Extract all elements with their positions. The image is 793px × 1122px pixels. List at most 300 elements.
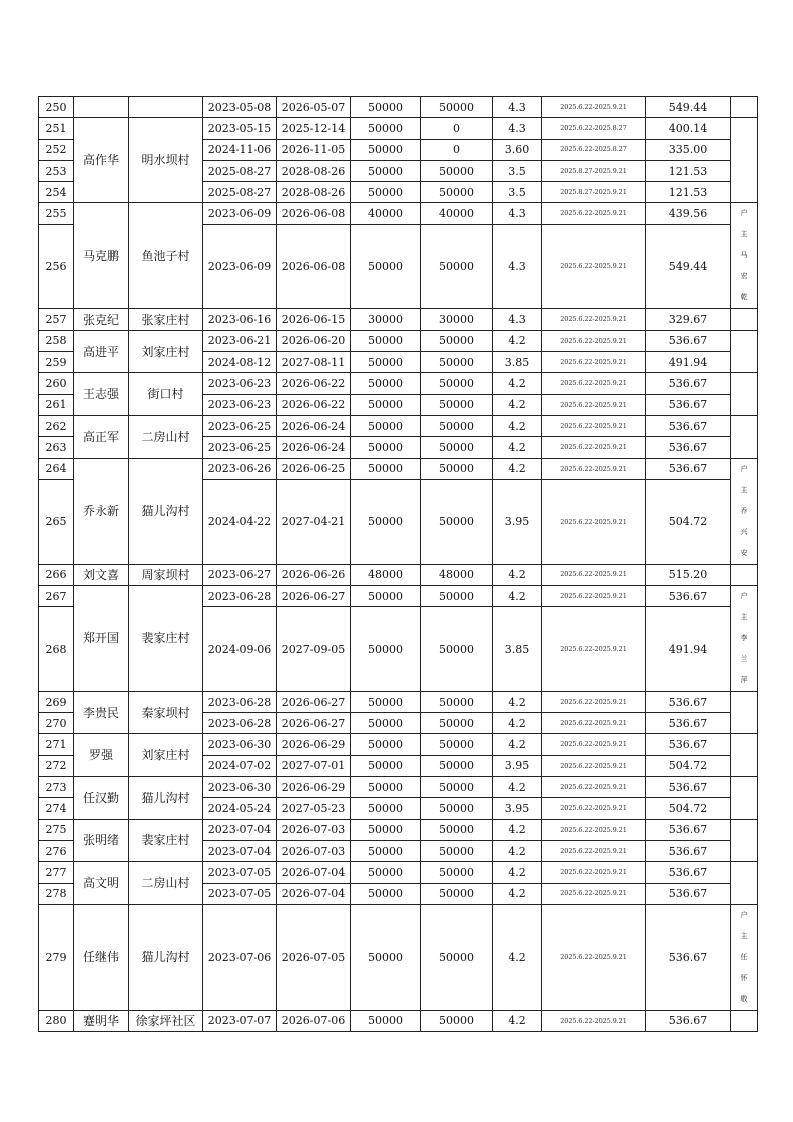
subsidy-amount: 536.67 [646, 691, 731, 712]
loan-balance: 50000 [421, 862, 493, 883]
village-name: 明水坝村 [129, 118, 203, 203]
loan-balance: 50000 [421, 798, 493, 819]
end-date: 2026-11-05 [277, 139, 351, 160]
interest-rate: 3.5 [493, 182, 542, 203]
start-date: 2023-07-07 [203, 1010, 277, 1031]
interest-rate: 4.3 [493, 224, 542, 309]
end-date: 2026-07-06 [277, 1010, 351, 1031]
village-name: 周家坝村 [129, 564, 203, 585]
borrower-name: 任继伟 [74, 904, 129, 1010]
remark: 户主任怀敬 [740, 910, 748, 1003]
subsidy-amount: 400.14 [646, 118, 731, 139]
start-date: 2024-05-24 [203, 798, 277, 819]
remark-cell [731, 330, 758, 373]
borrower-name: 郑开国 [74, 585, 129, 691]
row-number: 274 [39, 798, 74, 819]
loan-amount: 50000 [351, 691, 421, 712]
borrower-name [74, 97, 129, 118]
subsidy-period: 2025.6.22-2025.9.21 [542, 883, 646, 904]
table-row [39, 415, 758, 436]
subsidy-amount: 536.67 [646, 904, 731, 1010]
interest-rate: 4.2 [493, 691, 542, 712]
loan-balance: 50000 [421, 607, 493, 692]
end-date: 2026-06-27 [277, 713, 351, 734]
interest-rate: 4.2 [493, 1010, 542, 1031]
subsidy-period: 2025.8.27-2025.9.21 [542, 160, 646, 181]
interest-rate: 4.2 [493, 777, 542, 798]
end-date: 2026-07-03 [277, 840, 351, 861]
borrower-name: 任汉勤 [74, 777, 129, 820]
start-date: 2025-08-27 [203, 182, 277, 203]
loan-amount: 50000 [351, 883, 421, 904]
row-number: 268 [39, 607, 74, 692]
start-date: 2023-07-05 [203, 862, 277, 883]
loan-balance: 0 [421, 118, 493, 139]
table-row [39, 118, 758, 139]
end-date: 2028-08-26 [277, 160, 351, 181]
interest-rate: 3.5 [493, 160, 542, 181]
end-date: 2028-08-26 [277, 182, 351, 203]
table-row [39, 777, 758, 798]
interest-rate: 4.2 [493, 585, 542, 606]
subsidy-amount: 536.67 [646, 862, 731, 883]
subsidy-period: 2025.6.22-2025.9.21 [542, 480, 646, 565]
row-number: 254 [39, 182, 74, 203]
subsidy-period: 2025.6.22-2025.9.21 [542, 755, 646, 776]
table-row [39, 203, 758, 224]
borrower-name: 罗强 [74, 734, 129, 777]
subsidy-period: 2025.6.22-2025.9.21 [542, 1010, 646, 1031]
table-row [39, 585, 758, 606]
loan-amount: 50000 [351, 1010, 421, 1031]
subsidy-amount: 121.53 [646, 182, 731, 203]
loan-balance: 40000 [421, 203, 493, 224]
subsidy-period: 2025.6.22-2025.8.27 [542, 118, 646, 139]
loan-amount: 50000 [351, 373, 421, 394]
start-date: 2023-06-21 [203, 330, 277, 351]
start-date: 2024-08-12 [203, 352, 277, 373]
village-name: 鱼池子村 [129, 203, 203, 309]
village-name: 张家庄村 [129, 309, 203, 330]
loan-amount: 50000 [351, 798, 421, 819]
loan-amount: 50000 [351, 755, 421, 776]
subsidy-amount: 536.67 [646, 585, 731, 606]
loan-balance: 50000 [421, 691, 493, 712]
end-date: 2026-06-24 [277, 415, 351, 436]
subsidy-period: 2025.6.22-2025.9.21 [542, 97, 646, 118]
subsidy-period: 2025.6.22-2025.9.21 [542, 862, 646, 883]
table-row [39, 691, 758, 712]
table-row [39, 1010, 758, 1031]
village-name: 猫儿沟村 [129, 777, 203, 820]
row-number: 271 [39, 734, 74, 755]
subsidy-period: 2025.6.22-2025.9.21 [542, 309, 646, 330]
remark-cell [731, 564, 758, 585]
subsidy-period: 2025.6.22-2025.9.21 [542, 564, 646, 585]
end-date: 2025-12-14 [277, 118, 351, 139]
interest-rate: 4.3 [493, 118, 542, 139]
start-date: 2024-07-02 [203, 755, 277, 776]
loan-balance: 48000 [421, 564, 493, 585]
start-date: 2023-06-23 [203, 394, 277, 415]
interest-rate: 4.3 [493, 309, 542, 330]
remark-cell [731, 458, 758, 564]
loan-balance: 50000 [421, 224, 493, 309]
loan-balance: 50000 [421, 437, 493, 458]
start-date: 2023-06-26 [203, 458, 277, 479]
loan-amount: 30000 [351, 309, 421, 330]
remark-cell [731, 97, 758, 118]
start-date: 2023-06-30 [203, 777, 277, 798]
subsidy-amount: 549.44 [646, 224, 731, 309]
end-date: 2026-06-26 [277, 564, 351, 585]
subsidy-period: 2025.6.22-2025.9.21 [542, 734, 646, 755]
village-name: 街口村 [129, 373, 203, 416]
loan-amount: 50000 [351, 97, 421, 118]
subsidy-period: 2025.6.22-2025.9.21 [542, 394, 646, 415]
interest-rate: 4.2 [493, 373, 542, 394]
subsidy-period: 2025.6.22-2025.9.21 [542, 819, 646, 840]
loan-balance: 50000 [421, 734, 493, 755]
subsidy-amount: 439.56 [646, 203, 731, 224]
interest-rate: 3.95 [493, 798, 542, 819]
loan-amount: 50000 [351, 819, 421, 840]
end-date: 2026-06-20 [277, 330, 351, 351]
interest-rate: 4.3 [493, 97, 542, 118]
table-row [39, 97, 758, 118]
subsidy-period: 2025.6.22-2025.9.21 [542, 798, 646, 819]
subsidy-period: 2025.6.22-2025.9.21 [542, 437, 646, 458]
start-date: 2023-07-04 [203, 819, 277, 840]
subsidy-amount: 504.72 [646, 755, 731, 776]
remark: 户主李兰萍 [740, 591, 748, 684]
loan-amount: 50000 [351, 777, 421, 798]
subsidy-amount: 536.67 [646, 819, 731, 840]
start-date: 2023-06-23 [203, 373, 277, 394]
row-number: 262 [39, 415, 74, 436]
interest-rate: 3.85 [493, 352, 542, 373]
end-date: 2027-07-01 [277, 755, 351, 776]
village-name: 刘家庄村 [129, 734, 203, 777]
interest-rate: 4.3 [493, 203, 542, 224]
row-number: 277 [39, 862, 74, 883]
subsidy-period: 2025.6.22-2025.9.21 [542, 713, 646, 734]
borrower-name: 高文明 [74, 862, 129, 905]
loan-amount: 50000 [351, 437, 421, 458]
end-date: 2027-04-21 [277, 480, 351, 565]
row-number: 250 [39, 97, 74, 118]
start-date: 2023-06-09 [203, 203, 277, 224]
subsidy-amount: 536.67 [646, 734, 731, 755]
row-number: 265 [39, 480, 74, 565]
end-date: 2026-06-22 [277, 394, 351, 415]
start-date: 2023-06-09 [203, 224, 277, 309]
table-row [39, 373, 758, 394]
loan-balance: 30000 [421, 309, 493, 330]
start-date: 2024-09-06 [203, 607, 277, 692]
village-name: 二房山村 [129, 415, 203, 458]
start-date: 2023-07-06 [203, 904, 277, 1010]
remark-cell [731, 904, 758, 1010]
row-number: 269 [39, 691, 74, 712]
interest-rate: 4.2 [493, 394, 542, 415]
borrower-name: 李贵民 [74, 691, 129, 734]
interest-rate: 4.2 [493, 840, 542, 861]
row-number: 272 [39, 755, 74, 776]
start-date: 2023-07-05 [203, 883, 277, 904]
table-row [39, 819, 758, 840]
row-number: 252 [39, 139, 74, 160]
interest-rate: 4.2 [493, 862, 542, 883]
interest-rate: 4.2 [493, 564, 542, 585]
end-date: 2026-07-05 [277, 904, 351, 1010]
subsidy-amount: 536.67 [646, 883, 731, 904]
subsidy-period: 2025.6.22-2025.9.21 [542, 224, 646, 309]
remark-cell [731, 309, 758, 330]
village-name: 徐家坪社区 [129, 1010, 203, 1031]
row-number: 270 [39, 713, 74, 734]
start-date: 2023-05-08 [203, 97, 277, 118]
remark-cell [731, 777, 758, 820]
loan-amount: 50000 [351, 160, 421, 181]
remark-cell [731, 734, 758, 777]
subsidy-amount: 329.67 [646, 309, 731, 330]
table-row [39, 904, 758, 1010]
end-date: 2026-07-03 [277, 819, 351, 840]
village-name: 裴家庄村 [129, 585, 203, 691]
table-row [39, 309, 758, 330]
end-date: 2026-06-15 [277, 309, 351, 330]
subsidy-amount: 515.20 [646, 564, 731, 585]
subsidy-amount: 536.67 [646, 394, 731, 415]
subsidy-period: 2025.6.22-2025.9.21 [542, 585, 646, 606]
loan-amount: 50000 [351, 352, 421, 373]
borrower-name: 乔永新 [74, 458, 129, 564]
end-date: 2026-07-04 [277, 883, 351, 904]
subsidy-period: 2025.6.22-2025.9.21 [542, 777, 646, 798]
subsidy-period: 2025.6.22-2025.8.27 [542, 139, 646, 160]
end-date: 2027-08-11 [277, 352, 351, 373]
subsidy-amount: 504.72 [646, 480, 731, 565]
start-date: 2023-06-28 [203, 713, 277, 734]
subsidy-amount: 504.72 [646, 798, 731, 819]
remark-cell [731, 1010, 758, 1031]
loan-amount: 48000 [351, 564, 421, 585]
end-date: 2027-09-05 [277, 607, 351, 692]
subsidy-period: 2025.6.22-2025.9.21 [542, 691, 646, 712]
borrower-name: 王志强 [74, 373, 129, 416]
loan-balance: 50000 [421, 480, 493, 565]
subsidy-period: 2025.6.22-2025.9.21 [542, 373, 646, 394]
village-name: 裴家庄村 [129, 819, 203, 862]
remark-cell [731, 373, 758, 416]
remark-cell [731, 819, 758, 862]
loan-balance: 50000 [421, 458, 493, 479]
loan-balance: 50000 [421, 394, 493, 415]
loan-balance: 50000 [421, 755, 493, 776]
table-row [39, 862, 758, 883]
table-row [39, 458, 758, 479]
end-date: 2026-06-29 [277, 777, 351, 798]
subsidy-amount: 536.67 [646, 1010, 731, 1031]
start-date: 2023-06-25 [203, 437, 277, 458]
interest-rate: 4.2 [493, 415, 542, 436]
loan-amount: 50000 [351, 139, 421, 160]
row-number: 264 [39, 458, 74, 479]
loan-amount: 50000 [351, 182, 421, 203]
row-number: 266 [39, 564, 74, 585]
village-name: 猫儿沟村 [129, 458, 203, 564]
end-date: 2026-06-08 [277, 224, 351, 309]
subsidy-amount: 121.53 [646, 160, 731, 181]
subsidy-amount: 536.67 [646, 840, 731, 861]
loan-balance: 50000 [421, 883, 493, 904]
row-number: 255 [39, 203, 74, 224]
loan-balance: 50000 [421, 904, 493, 1010]
remark-cell [731, 118, 758, 203]
loan-balance: 50000 [421, 840, 493, 861]
table-body [39, 97, 758, 1032]
end-date: 2026-06-25 [277, 458, 351, 479]
loan-amount: 50000 [351, 118, 421, 139]
remark-cell [731, 691, 758, 734]
subsidy-period: 2025.8.27-2025.9.21 [542, 182, 646, 203]
loan-amount: 50000 [351, 458, 421, 479]
borrower-name: 高作华 [74, 118, 129, 203]
end-date: 2026-06-22 [277, 373, 351, 394]
village-name: 猫儿沟村 [129, 904, 203, 1010]
row-number: 261 [39, 394, 74, 415]
village-name: 刘家庄村 [129, 330, 203, 373]
end-date: 2026-06-24 [277, 437, 351, 458]
end-date: 2026-06-29 [277, 734, 351, 755]
subsidy-period: 2025.6.22-2025.9.21 [542, 840, 646, 861]
loan-balance: 50000 [421, 352, 493, 373]
interest-rate: 3.60 [493, 139, 542, 160]
subsidy-period: 2025.6.22-2025.9.21 [542, 607, 646, 692]
village-name: 二房山村 [129, 862, 203, 905]
row-number: 258 [39, 330, 74, 351]
borrower-name: 刘文喜 [74, 564, 129, 585]
row-number: 259 [39, 352, 74, 373]
village-name [129, 97, 203, 118]
borrower-name: 高正军 [74, 415, 129, 458]
start-date: 2023-06-25 [203, 415, 277, 436]
loan-amount: 50000 [351, 394, 421, 415]
row-number: 253 [39, 160, 74, 181]
loan-amount: 50000 [351, 330, 421, 351]
interest-rate: 4.2 [493, 734, 542, 755]
start-date: 2023-06-27 [203, 564, 277, 585]
loan-amount: 50000 [351, 862, 421, 883]
row-number: 280 [39, 1010, 74, 1031]
subsidy-amount: 536.67 [646, 415, 731, 436]
loan-balance: 0 [421, 139, 493, 160]
row-number: 257 [39, 309, 74, 330]
end-date: 2026-06-27 [277, 691, 351, 712]
subsidy-period: 2025.6.22-2025.9.21 [542, 203, 646, 224]
start-date: 2024-11-06 [203, 139, 277, 160]
interest-rate: 4.2 [493, 458, 542, 479]
interest-rate: 4.2 [493, 330, 542, 351]
loan-balance: 50000 [421, 819, 493, 840]
loan-balance: 50000 [421, 777, 493, 798]
table-row [39, 564, 758, 585]
start-date: 2023-07-04 [203, 840, 277, 861]
loan-amount: 40000 [351, 203, 421, 224]
borrower-name: 张克纪 [74, 309, 129, 330]
interest-rate: 3.85 [493, 607, 542, 692]
end-date: 2026-06-27 [277, 585, 351, 606]
loan-balance: 50000 [421, 585, 493, 606]
subsidy-amount: 536.67 [646, 373, 731, 394]
subsidy-amount: 536.67 [646, 330, 731, 351]
loan-balance: 50000 [421, 415, 493, 436]
row-number: 275 [39, 819, 74, 840]
loan-amount: 50000 [351, 480, 421, 565]
end-date: 2026-07-04 [277, 862, 351, 883]
start-date: 2023-06-30 [203, 734, 277, 755]
row-number: 263 [39, 437, 74, 458]
row-number: 260 [39, 373, 74, 394]
loan-balance: 50000 [421, 182, 493, 203]
start-date: 2023-06-28 [203, 585, 277, 606]
subsidy-period: 2025.6.22-2025.9.21 [542, 415, 646, 436]
loan-amount: 50000 [351, 904, 421, 1010]
remark-cell [731, 415, 758, 458]
subsidy-amount: 335.00 [646, 139, 731, 160]
subsidy-period: 2025.6.22-2025.9.21 [542, 352, 646, 373]
village-name: 秦家坝村 [129, 691, 203, 734]
end-date: 2026-06-08 [277, 203, 351, 224]
loan-balance: 50000 [421, 713, 493, 734]
row-number: 267 [39, 585, 74, 606]
interest-rate: 3.95 [493, 480, 542, 565]
subsidy-period: 2025.6.22-2025.9.21 [542, 904, 646, 1010]
row-number: 279 [39, 904, 74, 1010]
subsidy-amount: 549.44 [646, 97, 731, 118]
borrower-name: 高进平 [74, 330, 129, 373]
remark: 户主马宏乾 [740, 209, 748, 302]
table-row [39, 330, 758, 351]
row-number: 256 [39, 224, 74, 309]
row-number: 251 [39, 118, 74, 139]
interest-rate: 4.2 [493, 904, 542, 1010]
row-number: 276 [39, 840, 74, 861]
borrower-name: 蹇明华 [74, 1010, 129, 1031]
remark-cell [731, 585, 758, 691]
start-date: 2023-06-16 [203, 309, 277, 330]
subsidy-period: 2025.6.22-2025.9.21 [542, 330, 646, 351]
loan-amount: 50000 [351, 224, 421, 309]
subsidy-amount: 536.67 [646, 437, 731, 458]
loan-amount: 50000 [351, 607, 421, 692]
loan-subsidy-table [38, 96, 758, 1032]
start-date: 2023-05-15 [203, 118, 277, 139]
loan-balance: 50000 [421, 1010, 493, 1031]
loan-amount: 50000 [351, 713, 421, 734]
interest-rate: 4.2 [493, 883, 542, 904]
interest-rate: 4.2 [493, 819, 542, 840]
borrower-name: 张明绪 [74, 819, 129, 862]
loan-amount: 50000 [351, 840, 421, 861]
subsidy-amount: 536.67 [646, 713, 731, 734]
interest-rate: 4.2 [493, 713, 542, 734]
remark: 户主乔兴安 [740, 464, 748, 557]
interest-rate: 3.95 [493, 755, 542, 776]
subsidy-amount: 536.67 [646, 458, 731, 479]
end-date: 2026-05-07 [277, 97, 351, 118]
